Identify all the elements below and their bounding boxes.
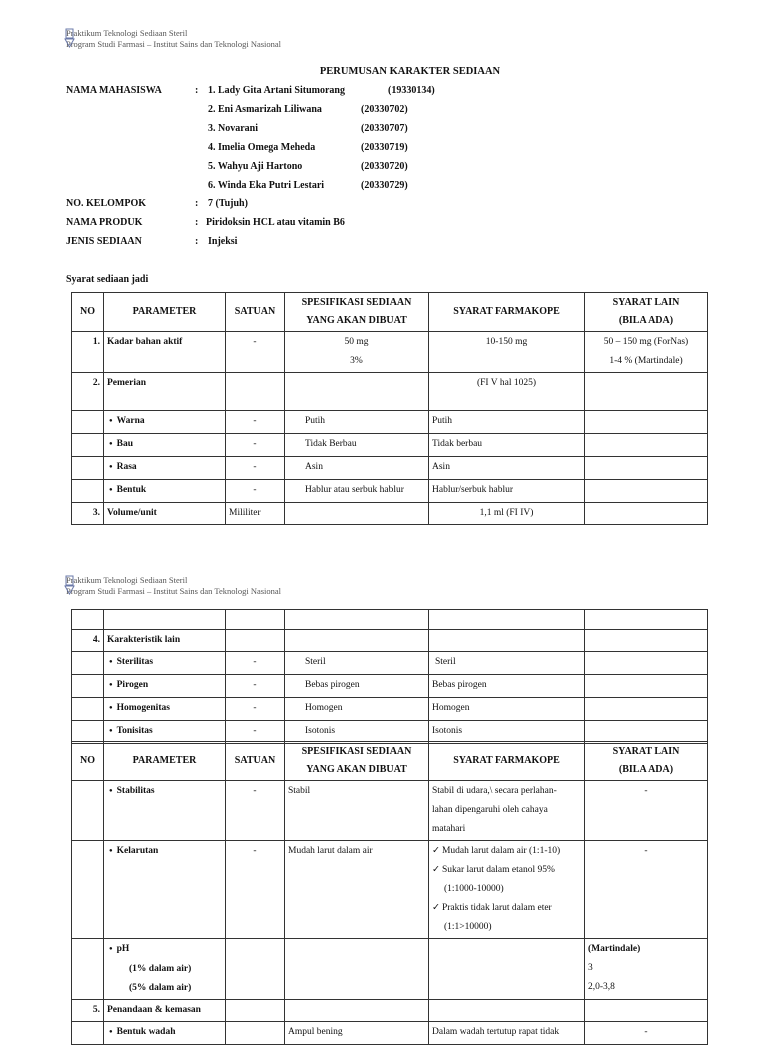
col-header-spesifikasi: SPESIFIKASI SEDIAAN YANG AKAN DIBUAT: [285, 293, 429, 332]
row-satuan: -: [226, 652, 285, 675]
table-row: [72, 1022, 708, 1045]
table-row: [72, 652, 708, 675]
col-header-lain: SYARAT LAIN (BILA ADA): [585, 742, 708, 781]
row-spesifikasi: Bebas pirogen: [285, 675, 429, 698]
syarat-table-1: [71, 292, 708, 525]
row-farmakope: Dalam wadah tertutup rapat tidak: [429, 1022, 585, 1045]
table-row: [72, 411, 708, 434]
row-parameter: ● Rasa: [104, 457, 226, 480]
table-row: [72, 698, 708, 721]
row-satuan: Mililiter: [226, 503, 285, 525]
row-parameter: ● Bentuk: [104, 480, 226, 503]
student-name: 4. Imelia Omega Meheda: [208, 142, 316, 153]
kelompok-label: NO. KELOMPOK: [66, 198, 146, 209]
row-satuan: -: [226, 841, 285, 939]
row-no: 1.: [72, 332, 104, 373]
row-spesifikasi: Asin: [285, 457, 429, 480]
nama-mahasiswa-label: NAMA MAHASISWA: [66, 85, 162, 96]
row-parameter: Karakteristik lain: [104, 630, 226, 652]
row-spesifikasi: Putih: [285, 411, 429, 434]
row-parameter: ● Homogenitas: [104, 698, 226, 721]
row-farmakope: 10-150 mg: [429, 332, 585, 373]
row-farmakope: Tidak berbau: [429, 434, 585, 457]
student-name: 2. Eni Asmarizah Liliwana: [208, 104, 322, 115]
row-parameter: ● Bentuk wadah: [104, 1022, 226, 1045]
colon: :: [195, 217, 199, 228]
student-nim: (19330134): [388, 85, 435, 96]
row-satuan: -: [226, 411, 285, 434]
row-parameter: Kadar bahan aktif: [104, 332, 226, 373]
row-spesifikasi: Tidak Berbau: [285, 434, 429, 457]
table-row: [72, 781, 708, 841]
table-row: [72, 630, 708, 652]
table-row: [72, 610, 708, 630]
table-row: [72, 373, 708, 411]
row-spesifikasi: 50 mg 3%: [285, 332, 429, 373]
row-farmakope: Isotonis: [429, 721, 585, 744]
student-name: 3. Novarani: [208, 123, 258, 134]
col-header-parameter: PARAMETER: [104, 293, 226, 332]
kelompok-value: 7 (Tujuh): [208, 198, 248, 209]
running-header: [66, 575, 281, 596]
colon: :: [195, 198, 199, 209]
student-name: 1. Lady Gita Artani Situmorang: [208, 85, 345, 96]
row-spesifikasi: Mudah larut dalam air: [285, 841, 429, 939]
student-nim: (20330702): [361, 104, 408, 115]
col-header-farmakope: SYARAT FARMAKOPE: [429, 742, 585, 781]
row-spesifikasi: Isotonis: [285, 721, 429, 744]
row-farmakope: (FI V hal 1025): [429, 373, 585, 411]
row-spesifikasi: Stabil: [285, 781, 429, 841]
table-row: [72, 332, 708, 373]
row-lain: (Martindale) 3 2,0-3,8: [585, 939, 708, 1000]
student-nim: (20330720): [361, 161, 408, 172]
row-spesifikasi: Homogen: [285, 698, 429, 721]
row-farmakope: Putih: [429, 411, 585, 434]
row-farmakope: Asin: [429, 457, 585, 480]
row-satuan: -: [226, 332, 285, 373]
colon: :: [195, 236, 199, 247]
row-spesifikasi: Steril: [285, 652, 429, 675]
col-header-parameter: PARAMETER: [104, 742, 226, 781]
header-line-1: Praktikum Teknologi Sediaan Steril: [66, 28, 188, 38]
produk-value: Piridoksin HCL atau vitamin B6: [206, 217, 345, 228]
table-row: [72, 841, 708, 939]
check-icon: ✓ Praktis tidak larut dalam eter: [432, 899, 581, 918]
table-row: [72, 675, 708, 698]
row-farmakope: Stabil di udara,\ secara perlahan- lahan dipengaruhi oleh cahaya matahari: [429, 781, 585, 841]
row-satuan: -: [226, 457, 285, 480]
running-header: [66, 28, 281, 49]
produk-label: NAMA PRODUK: [66, 217, 143, 228]
header-line-1: Praktikum Teknologi Sediaan Steril: [66, 575, 188, 585]
header-line-2: Program Studi Farmasi – Institut Sains dan Teknologi Nasional: [66, 38, 282, 49]
syarat-table-2: [71, 609, 708, 744]
row-farmakope: Homogen: [429, 698, 585, 721]
document-title: PERUMUSAN KARAKTER SEDIAAN: [319, 66, 501, 77]
row-satuan: -: [226, 675, 285, 698]
row-parameter: Volume/unit: [104, 503, 226, 525]
student-nim: (20330719): [361, 142, 408, 153]
section-title: Syarat sediaan jadi: [66, 274, 149, 285]
row-satuan: -: [226, 781, 285, 841]
student-nim: (20330707): [361, 123, 408, 134]
row-satuan: -: [226, 698, 285, 721]
row-lain: -: [585, 841, 708, 939]
row-farmakope: ✓ Mudah larut dalam air (1:1-10) ✓ Sukar larut dalam etanol 95% (1:1000-10000) ✓ Praktis tidak larut dalam eter (1:1>10000): [429, 841, 585, 939]
colon: :: [195, 85, 199, 96]
row-parameter: ● Kelarutan: [104, 841, 226, 939]
row-no: 3.: [72, 503, 104, 525]
row-parameter: ● Pirogen: [104, 675, 226, 698]
row-farmakope: Hablur/serbuk hablur: [429, 480, 585, 503]
row-parameter: ● Warna: [104, 411, 226, 434]
row-lain: 50 – 150 mg (ForNas) 1-4 % (Martindale): [585, 332, 708, 373]
row-lain: -: [585, 781, 708, 841]
row-satuan: -: [226, 434, 285, 457]
row-no: 5.: [72, 1000, 104, 1022]
table-header-row: [72, 742, 708, 781]
institution-logo-icon: [64, 28, 75, 48]
jenis-value: Injeksi: [208, 236, 238, 247]
table-header-row: [72, 293, 708, 332]
row-farmakope: Bebas pirogen: [429, 675, 585, 698]
row-parameter: ● Stabilitas: [104, 781, 226, 841]
col-header-spesifikasi: SPESIFIKASI SEDIAAN YANG AKAN DIBUAT: [285, 742, 429, 781]
row-parameter: Penandaan & kemasan: [104, 1000, 226, 1022]
syarat-table-3: [71, 741, 708, 1045]
check-icon: ✓ Sukar larut dalam etanol 95%: [432, 861, 581, 880]
row-parameter: ● Bau: [104, 434, 226, 457]
row-farmakope: Steril: [429, 652, 585, 675]
table-row: [72, 434, 708, 457]
col-header-no: NO: [72, 293, 104, 332]
row-no: 2.: [72, 373, 104, 411]
table-row: [72, 457, 708, 480]
col-header-satuan: SATUAN: [226, 742, 285, 781]
header-line-2: Program Studi Farmasi – Institut Sains dan Teknologi Nasional: [66, 585, 282, 596]
row-satuan: -: [226, 480, 285, 503]
institution-logo-icon: [64, 575, 75, 595]
col-header-lain: SYARAT LAIN (BILA ADA): [585, 293, 708, 332]
student-name: 5. Wahyu Aji Hartono: [208, 161, 303, 172]
table-row: [72, 480, 708, 503]
row-parameter: ● pH (1% dalam air) (5% dalam air): [104, 939, 226, 1000]
table-row: [72, 939, 708, 1000]
table-row: [72, 503, 708, 525]
row-farmakope: 1,1 ml (FI IV): [429, 503, 585, 525]
row-parameter: Pemerian: [104, 373, 226, 411]
row-no: 4.: [72, 630, 104, 652]
check-icon: ✓ Mudah larut dalam air (1:1-10): [432, 842, 581, 861]
col-header-no: NO: [72, 742, 104, 781]
student-name: 6. Winda Eka Putri Lestari: [208, 180, 325, 191]
table-row: [72, 1000, 708, 1022]
row-parameter: ● Sterilitas: [104, 652, 226, 675]
jenis-label: JENIS SEDIAAN: [66, 236, 142, 247]
row-parameter: ● Tonisitas: [104, 721, 226, 744]
row-spesifikasi: Ampul bening: [285, 1022, 429, 1045]
col-header-farmakope: SYARAT FARMAKOPE: [429, 293, 585, 332]
student-nim: (20330729): [361, 180, 408, 191]
row-satuan: -: [226, 721, 285, 744]
col-header-satuan: SATUAN: [226, 293, 285, 332]
row-lain: -: [585, 1022, 708, 1045]
row-spesifikasi: Hablur atau serbuk hablur: [285, 480, 429, 503]
